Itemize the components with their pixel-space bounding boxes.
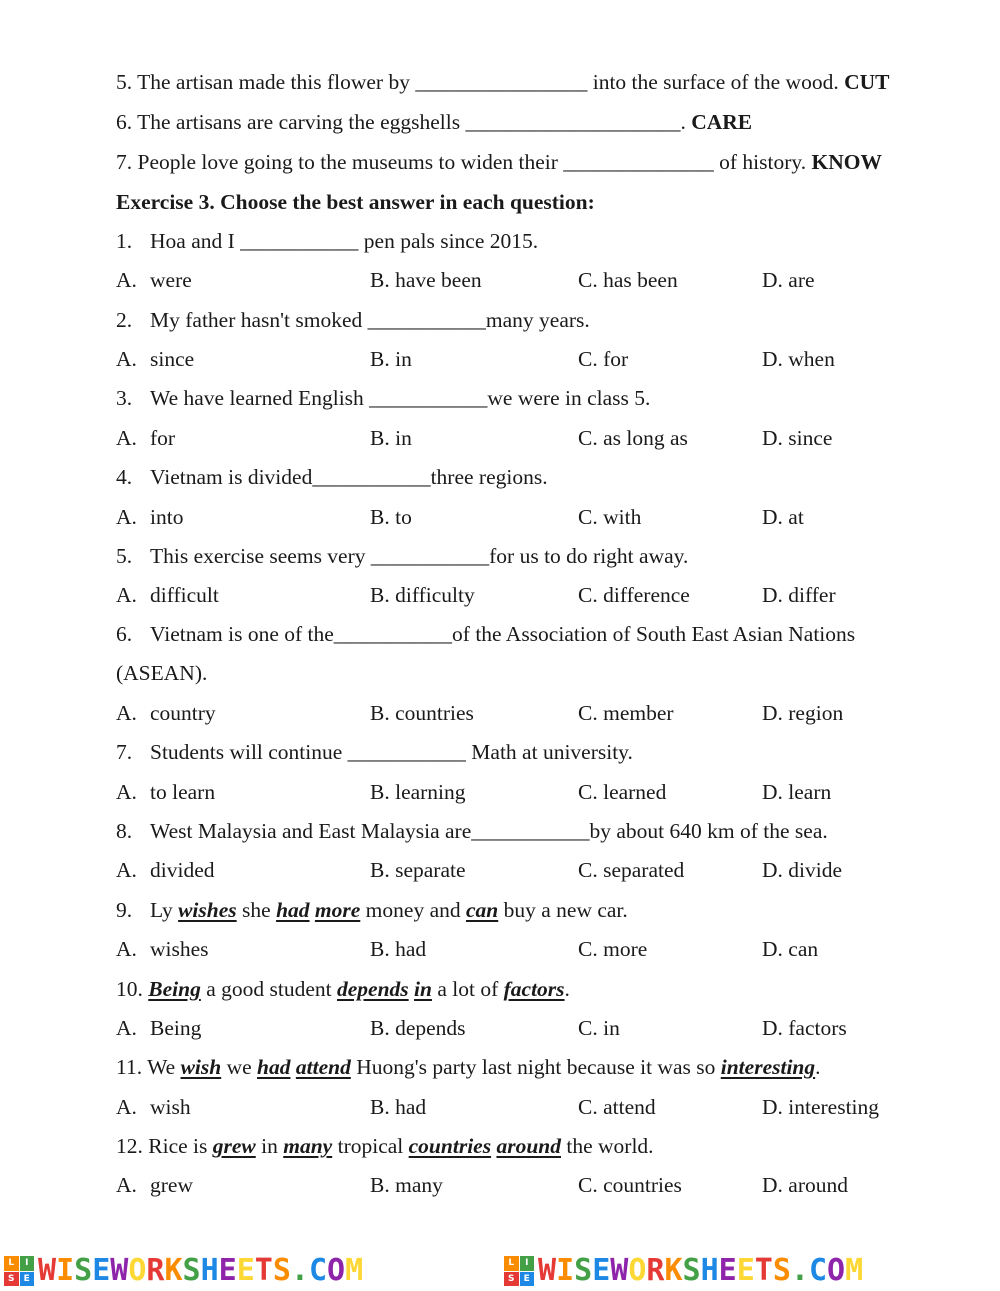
question-12: 12. Rice is grew in many tropical countries around the world. (116, 1134, 654, 1158)
underlined-word: around (496, 1134, 561, 1158)
option-a[interactable]: A. for (116, 426, 176, 450)
option-a[interactable]: A. wishes (116, 937, 209, 961)
option-b[interactable]: B. depends (370, 1016, 466, 1040)
underlined-word: Being (148, 977, 201, 1001)
underlined-word: in (414, 977, 432, 1001)
underlined-word: had (276, 898, 310, 922)
underlined-word: more (314, 898, 361, 922)
watermark-footer (0, 1254, 1000, 1288)
option-a[interactable]: A. country (116, 701, 216, 725)
question-8: 8. West Malaysia and East Malaysia are___________by about 640 km of the sea. (116, 819, 828, 843)
option-d[interactable]: D. divide (762, 858, 843, 882)
option-a[interactable]: A. to learn (116, 780, 216, 804)
blank[interactable]: ______________ (563, 150, 714, 174)
question-2: 2. My father hasn't smoked ___________many years. (116, 308, 590, 332)
option-c[interactable]: C. learned (578, 780, 667, 804)
question-9: 9. Ly wishes she had more money and can buy a new car. (116, 898, 628, 922)
option-d[interactable]: D. interesting (762, 1095, 880, 1119)
watermark (504, 1254, 863, 1288)
option-b[interactable]: B. had (370, 1095, 427, 1119)
option-b[interactable]: B. learning (370, 780, 466, 804)
option-b[interactable]: B. many (370, 1173, 443, 1197)
option-c[interactable]: C. separated (578, 858, 685, 882)
option-a[interactable]: A. wish (116, 1095, 191, 1119)
option-d[interactable]: D. learn (762, 780, 832, 804)
underlined-word: attend (295, 1055, 351, 1079)
option-b[interactable]: B. difficulty (370, 583, 475, 607)
option-a[interactable]: A. into (116, 505, 184, 529)
underlined-word: wishes (178, 898, 237, 922)
word-form-line-5: 5. The artisan made this flower by ________________ into the surface of the wood. CUT (116, 70, 890, 94)
option-d[interactable]: D. differ (762, 583, 836, 607)
watermark-logo-icon: L I S E (4, 1256, 34, 1286)
keyword: KNOW (811, 150, 882, 174)
underlined-word: countries (408, 1134, 492, 1158)
option-c[interactable]: C. more (578, 937, 648, 961)
word-form-line-6: 6. The artisans are carving the eggshells ____________________. CARE (116, 110, 753, 134)
option-a[interactable]: A. since (116, 347, 195, 371)
underlined-word: grew (212, 1134, 256, 1158)
option-d[interactable]: D. are (762, 268, 815, 292)
option-c[interactable]: C. countries (578, 1173, 682, 1197)
option-c[interactable]: C. attend (578, 1095, 656, 1119)
option-a[interactable]: A. were (116, 268, 192, 292)
keyword: CUT (844, 70, 890, 94)
option-c[interactable]: C. member (578, 701, 674, 725)
option-d[interactable]: D. factors (762, 1016, 847, 1040)
underlined-word: can (465, 898, 499, 922)
underlined-word: factors (503, 977, 565, 1001)
question-11: 11. We wish we had attend Huong's party last night because it was so interesting. (116, 1055, 821, 1079)
option-d[interactable]: D. when (762, 347, 835, 371)
question-5: 5. This exercise seems very ___________for us to do right away. (116, 544, 689, 568)
option-c[interactable]: C. in (578, 1016, 620, 1040)
question-3: 3. We have learned English ___________we were in class 5. (116, 386, 651, 410)
question-10: 10. Being a good student depends in a lot of factors. (116, 977, 570, 1001)
option-d[interactable]: D. since (762, 426, 833, 450)
question-4: 4. Vietnam is divided___________three regions. (116, 465, 548, 489)
option-c[interactable]: C. for (578, 347, 629, 371)
option-d[interactable]: D. can (762, 937, 819, 961)
underlined-word: many (283, 1134, 333, 1158)
word-form-line-7: 7. People love going to the museums to widen their ______________ of history. KNOW (116, 150, 882, 174)
option-d[interactable]: D. around (762, 1173, 848, 1197)
option-a[interactable]: A. difficult (116, 583, 219, 607)
watermark-text: WISEWORKSHEETS.COM (38, 1253, 364, 1288)
option-b[interactable]: B. in (370, 347, 412, 371)
watermark-text: WISEWORKSHEETS.COM (538, 1253, 864, 1288)
option-c[interactable]: C. has been (578, 268, 678, 292)
underlined-word: depends (336, 977, 409, 1001)
watermark-logo-icon: L I S E (504, 1256, 534, 1286)
exercise-title: Exercise 3. Choose the best answer in each question: (116, 190, 595, 214)
underlined-word: interesting (720, 1055, 816, 1079)
option-d[interactable]: D. region (762, 701, 844, 725)
question-6-continued: (ASEAN). (116, 661, 208, 685)
keyword: CARE (691, 110, 753, 134)
question-1: 1. Hoa and I ___________ pen pals since 2015. (116, 229, 539, 253)
option-b[interactable]: B. in (370, 426, 412, 450)
option-a[interactable]: A. divided (116, 858, 215, 882)
option-b[interactable]: B. separate (370, 858, 466, 882)
option-b[interactable]: B. had (370, 937, 427, 961)
blank[interactable]: ____________________ (465, 110, 681, 134)
option-c[interactable]: C. with (578, 505, 642, 529)
option-b[interactable]: B. to (370, 505, 412, 529)
option-b[interactable]: B. have been (370, 268, 482, 292)
option-c[interactable]: C. as long as (578, 426, 688, 450)
option-c[interactable]: C. difference (578, 583, 690, 607)
underlined-word: had (257, 1055, 291, 1079)
blank[interactable]: ________________ (415, 70, 588, 94)
option-d[interactable]: D. at (762, 505, 804, 529)
option-b[interactable]: B. countries (370, 701, 474, 725)
question-6: 6. Vietnam is one of the___________of the Association of South East Asian Nations (116, 622, 856, 646)
option-a[interactable]: A. grew (116, 1173, 193, 1197)
question-7: 7. Students will continue ___________ Math at university. (116, 740, 633, 764)
watermark (4, 1254, 363, 1288)
underlined-word: wish (180, 1055, 222, 1079)
option-a[interactable]: A. Being (116, 1016, 202, 1040)
